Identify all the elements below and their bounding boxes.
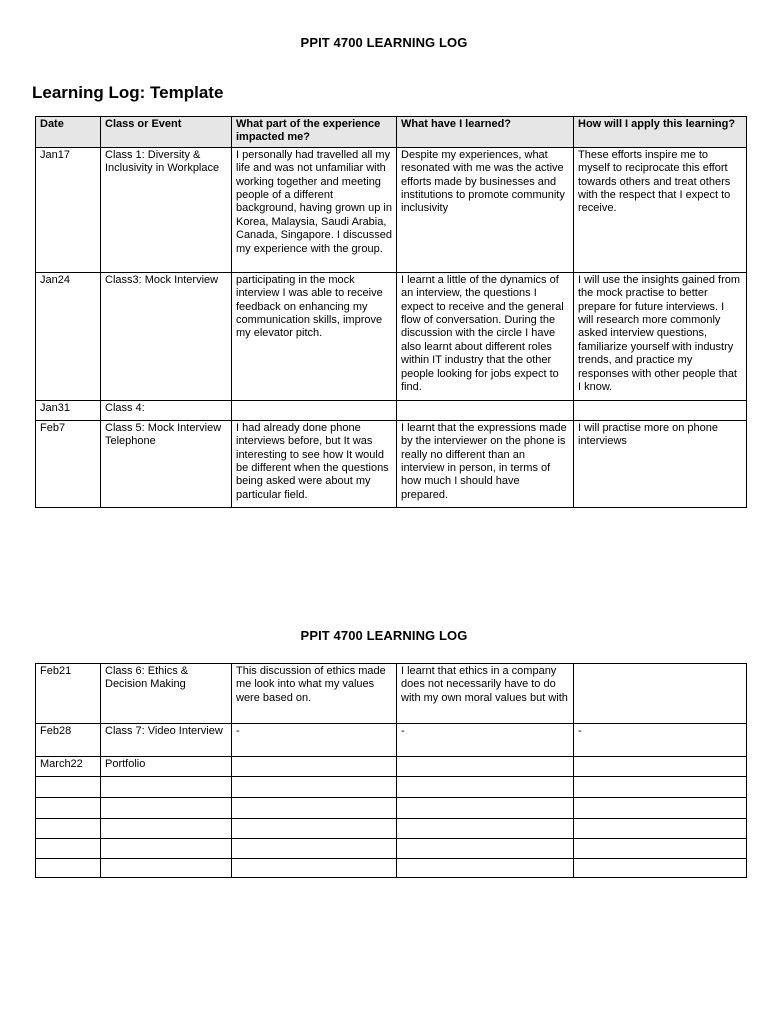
table-row [36, 798, 747, 819]
event-cell [101, 859, 232, 878]
event-cell: Class 6: Ethics & Decision Making [101, 664, 232, 724]
impact-cell: I had already done phone interviews before, but It was interesting to see how It would be different when the questions being asked were about my particular field. [232, 420, 397, 507]
impact-cell [232, 777, 397, 798]
date-cell: Feb28 [36, 724, 101, 757]
date-cell [36, 859, 101, 878]
learned-cell: Despite my experiences, what resonated with me was the active efforts made by businesses and institutions to promote community inclusivity [397, 147, 574, 272]
learning-log-table [35, 116, 747, 508]
table-header-row [36, 117, 747, 148]
apply-cell [574, 819, 747, 839]
learning-log-table-continued [35, 663, 747, 878]
table-row [36, 272, 747, 400]
impact-cell: I personally had travelled all my life and was not unfamiliar with working together and meeting people of a different background, having grown up in Korea, Malaysia, Saudi Arabia, Canada, Singapore. I discussed my experience with the group. [232, 147, 397, 272]
event-cell: Class 4: [101, 400, 232, 420]
impact-cell [232, 798, 397, 819]
date-cell [36, 839, 101, 859]
learned-cell [397, 839, 574, 859]
event-cell [101, 777, 232, 798]
date-cell [36, 819, 101, 839]
table-row [36, 777, 747, 798]
table-row [36, 859, 747, 878]
event-cell [101, 819, 232, 839]
date-cell [36, 798, 101, 819]
learned-cell [397, 400, 574, 420]
event-cell: Class 7: Video Interview [101, 724, 232, 757]
apply-cell [574, 664, 747, 724]
table-row [36, 147, 747, 272]
date-cell: March22 [36, 757, 101, 777]
learned-cell [397, 757, 574, 777]
table-row [36, 724, 747, 757]
date-cell: Jan31 [36, 400, 101, 420]
apply-cell [574, 839, 747, 859]
apply-cell: I will practise more on phone interviews [574, 420, 747, 507]
impact-cell [232, 757, 397, 777]
apply-cell [574, 859, 747, 878]
table-row [36, 819, 747, 839]
impact-cell: - [232, 724, 397, 757]
table-row [36, 420, 747, 507]
column-header-date: Date [36, 117, 101, 148]
apply-cell: I will use the insights gained from the mock practise to better prepare for future interviews. I will research more commonly asked interview questions, familiarize yourself with industry trends, and practice my responses with other people that I know. [574, 272, 747, 400]
column-header-apply: How will I apply this learning? [574, 117, 747, 148]
table-row [36, 400, 747, 420]
impact-cell [232, 859, 397, 878]
learned-cell [397, 798, 574, 819]
apply-cell [574, 757, 747, 777]
apply-cell: These efforts inspire me to myself to reciprocate this effort towards others and treat others with the respect that I expect to receive. [574, 147, 747, 272]
impact-cell: This discussion of ethics made me look into what my values were based on. [232, 664, 397, 724]
page-header: PPIT 4700 LEARNING LOG [300, 628, 468, 643]
document-title: Learning Log: Template [32, 83, 224, 102]
learned-cell [397, 819, 574, 839]
apply-cell [574, 777, 747, 798]
event-cell: Portfolio [101, 757, 232, 777]
impact-cell [232, 819, 397, 839]
event-cell [101, 839, 232, 859]
date-cell: Jan17 [36, 147, 101, 272]
date-cell: Feb7 [36, 420, 101, 507]
event-cell: Class3: Mock Interview [101, 272, 232, 400]
page-header: PPIT 4700 LEARNING LOG [300, 35, 468, 50]
column-header-class-or-event: Class or Event [101, 117, 232, 148]
event-cell: Class 1: Diversity & Inclusivity in Workplace [101, 147, 232, 272]
table-row [36, 757, 747, 777]
learned-cell [397, 777, 574, 798]
apply-cell: - [574, 724, 747, 757]
learned-cell: I learnt that ethics in a company does not necessarily have to do with my own moral values but with [397, 664, 574, 724]
learned-cell: I learnt a little of the dynamics of an interview, the questions I expect to receive and the general flow of conversation. During the discussion with the circle I have also learnt about different roles within IT industry that the other people looking for jobs expect to find. [397, 272, 574, 400]
column-header-learned: What have I learned? [397, 117, 574, 148]
date-cell: Jan24 [36, 272, 101, 400]
column-header-impact: What part of the experience impacted me? [232, 117, 397, 148]
table-row [36, 664, 747, 724]
impact-cell [232, 400, 397, 420]
event-cell: Class 5: Mock Interview Telephone [101, 420, 232, 507]
apply-cell [574, 400, 747, 420]
learned-cell [397, 859, 574, 878]
date-cell: Feb21 [36, 664, 101, 724]
event-cell [101, 798, 232, 819]
impact-cell [232, 839, 397, 859]
table-row [36, 839, 747, 859]
impact-cell: participating in the mock interview I was able to receive feedback on enhancing my communication skills, improve my elevator pitch. [232, 272, 397, 400]
date-cell [36, 777, 101, 798]
learned-cell: I learnt that the expressions made by the interviewer on the phone is really no different than an interview in person, in terms of how much I should have prepared. [397, 420, 574, 507]
learned-cell: - [397, 724, 574, 757]
apply-cell [574, 798, 747, 819]
